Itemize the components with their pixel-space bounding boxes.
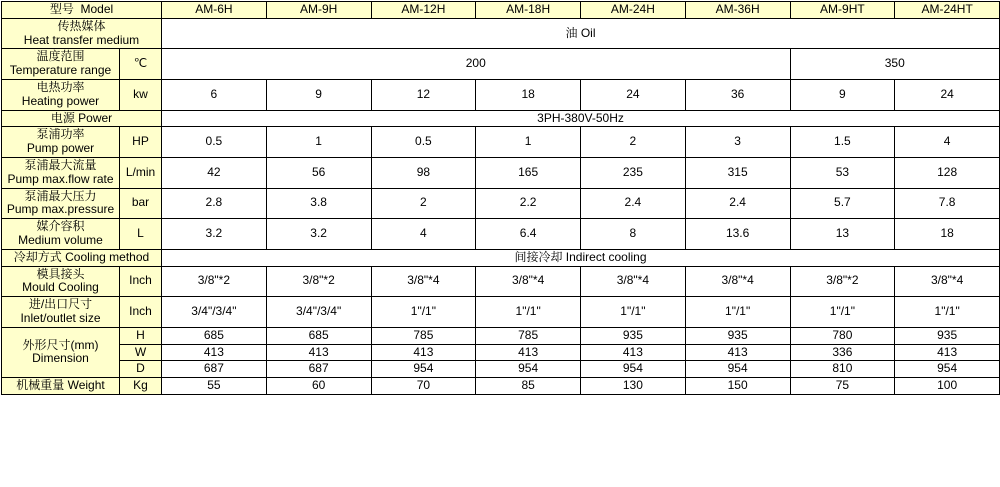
row-label-pump-max-flow-rate (2, 157, 120, 188)
value-cell: 413 (895, 344, 1000, 361)
row-label-cn: 泵浦最大流量 (24, 157, 97, 172)
table-row-inlet-outlet-size (2, 297, 1000, 328)
value-cell: 685 (266, 327, 371, 344)
value-cell: 1 (266, 127, 371, 158)
value-cell: 413 (476, 344, 581, 361)
row-label-inlet-outlet-size (2, 297, 120, 328)
row-unit: Inch (120, 266, 162, 297)
value-cell: 36 (685, 79, 790, 110)
table-row-dimension-h (2, 327, 1000, 344)
value-cell: 1"/1" (476, 297, 581, 328)
table-row-mould-cooling (2, 266, 1000, 297)
value-cell: 3/8"*4 (371, 266, 476, 297)
value-cell-temp-350: 350 (790, 49, 1000, 80)
value-cell: 315 (685, 157, 790, 188)
row-label-heating-power (2, 79, 120, 110)
value-cell: 2 (581, 127, 686, 158)
value-cell-power: 3PH-380V-50Hz (162, 110, 1000, 127)
value-cell: 810 (790, 361, 895, 378)
value-cell: 1 (476, 127, 581, 158)
value-cell: 9 (790, 79, 895, 110)
value-cell: 6 (162, 79, 267, 110)
row-label-cn: 泵浦最大压力 (24, 188, 97, 203)
model-cell: AM-6H (162, 2, 267, 19)
value-cell: 55 (162, 378, 267, 395)
row-label-mould-cooling (2, 266, 120, 297)
table-row-dimension-w (2, 344, 1000, 361)
row-label-dimension (2, 327, 120, 377)
value-cell: 0.5 (371, 127, 476, 158)
row-label-pump-max-pressure (2, 188, 120, 219)
table-row-weight (2, 378, 1000, 395)
value-cell: 13 (790, 219, 895, 250)
value-cell: 3.8 (266, 188, 371, 219)
row-unit-w: W (120, 344, 162, 361)
value-cell-temp-200: 200 (162, 49, 791, 80)
specification-table (1, 1, 1000, 395)
value-cell: 98 (371, 157, 476, 188)
value-cell: 954 (371, 361, 476, 378)
value-cell: 935 (895, 327, 1000, 344)
row-label-en: Heating power (21, 93, 100, 108)
row-label-model-text: 型号 (49, 2, 74, 16)
table-row-temperature-range (2, 49, 1000, 80)
value-cell: 3/8"*2 (790, 266, 895, 297)
value-cell: 1"/1" (895, 297, 1000, 328)
value-cell: 24 (895, 79, 1000, 110)
value-cell: 42 (162, 157, 267, 188)
table-row-pump-power (2, 127, 1000, 158)
table-row-cooling-method (2, 249, 1000, 266)
row-label-cn: 外形尺寸(mm) (22, 337, 99, 352)
row-label-pump-power (2, 127, 120, 158)
value-cell: 336 (790, 344, 895, 361)
table-row-power (2, 110, 1000, 127)
row-label-en: Pump max.flow rate (7, 171, 114, 186)
value-cell: 413 (266, 344, 371, 361)
table-row-pump-max-pressure (2, 188, 1000, 219)
value-cell: 2.4 (685, 188, 790, 219)
value-cell-medium: 油 Oil (162, 18, 1000, 49)
row-unit: L (120, 219, 162, 250)
row-label-en: Heat transfer medium (23, 32, 140, 47)
row-label-cn: 模具接头 (36, 266, 85, 281)
row-unit-d: D (120, 361, 162, 378)
value-cell: 687 (266, 361, 371, 378)
value-cell: 165 (476, 157, 581, 188)
table-row-heat-transfer-medium (2, 18, 1000, 49)
value-cell: 53 (790, 157, 895, 188)
value-cell: 785 (371, 327, 476, 344)
model-cell: AM-9HT (790, 2, 895, 19)
value-cell: 2.8 (162, 188, 267, 219)
row-unit: bar (120, 188, 162, 219)
row-label-en: Inlet/outlet size (20, 310, 101, 325)
value-cell: 3/4"/3/4" (162, 297, 267, 328)
value-cell: 3/8"*4 (895, 266, 1000, 297)
row-label-power: 电源 Power (2, 110, 162, 127)
table-row-dimension-d (2, 361, 1000, 378)
row-label-cn: 温度范围 (36, 49, 85, 64)
value-cell: 8 (581, 219, 686, 250)
value-cell: 954 (476, 361, 581, 378)
value-cell: 935 (685, 327, 790, 344)
value-cell: 5.7 (790, 188, 895, 219)
value-cell: 56 (266, 157, 371, 188)
value-cell: 2 (371, 188, 476, 219)
value-cell-cooling-method: 间接冷却 Indirect cooling (162, 249, 1000, 266)
row-unit: L/min (120, 157, 162, 188)
row-label-temperature-range (2, 49, 120, 80)
value-cell: 18 (895, 219, 1000, 250)
row-label-en: Medium volume (18, 232, 103, 247)
row-label-en: Pump power (26, 141, 95, 156)
value-cell: 1"/1" (581, 297, 686, 328)
row-label-en: Mould Cooling (22, 280, 99, 295)
value-cell: 3/8"*4 (685, 266, 790, 297)
row-unit-h: H (120, 327, 162, 344)
value-cell: 785 (476, 327, 581, 344)
model-cell: AM-36H (685, 2, 790, 19)
row-label-cn: 进/出口尺寸 (28, 297, 93, 312)
row-unit: Inch (120, 297, 162, 328)
model-cell: AM-9H (266, 2, 371, 19)
value-cell: 13.6 (685, 219, 790, 250)
value-cell: 150 (685, 378, 790, 395)
row-unit: HP (120, 127, 162, 158)
row-label-model-text-en: Model (80, 2, 114, 16)
value-cell: 413 (371, 344, 476, 361)
value-cell: 130 (581, 378, 686, 395)
value-cell: 685 (162, 327, 267, 344)
row-label-heat-transfer-medium (2, 18, 162, 49)
value-cell: 75 (790, 378, 895, 395)
value-cell: 18 (476, 79, 581, 110)
value-cell: 1.5 (790, 127, 895, 158)
value-cell: 4 (371, 219, 476, 250)
value-cell: 413 (685, 344, 790, 361)
value-cell: 1"/1" (685, 297, 790, 328)
value-cell: 954 (581, 361, 686, 378)
value-cell: 3 (685, 127, 790, 158)
value-cell: 1"/1" (371, 297, 476, 328)
value-cell: 128 (895, 157, 1000, 188)
value-cell: 6.4 (476, 219, 581, 250)
row-label-cn: 媒介容积 (36, 219, 85, 234)
value-cell: 954 (685, 361, 790, 378)
row-label-cn: 传热媒体 (57, 18, 106, 33)
model-cell: AM-24H (581, 2, 686, 19)
value-cell: 413 (162, 344, 267, 361)
model-cell: AM-24HT (895, 2, 1000, 19)
value-cell: 9 (266, 79, 371, 110)
table-row-medium-volume (2, 219, 1000, 250)
value-cell: 3/8"*2 (266, 266, 371, 297)
model-cell: AM-18H (476, 2, 581, 19)
row-label-cooling-method: 冷却方式 Cooling method (2, 249, 162, 266)
table-row-heating-power (2, 79, 1000, 110)
row-label-en: Pump max.pressure (6, 202, 115, 217)
value-cell: 85 (476, 378, 581, 395)
value-cell: 100 (895, 378, 1000, 395)
model-cell: AM-12H (371, 2, 476, 19)
value-cell: 3/8"*4 (581, 266, 686, 297)
value-cell: 954 (895, 361, 1000, 378)
value-cell: 935 (581, 327, 686, 344)
table-row-pump-max-flow-rate (2, 157, 1000, 188)
value-cell: 7.8 (895, 188, 1000, 219)
value-cell: 413 (581, 344, 686, 361)
row-label-weight: 机械重量 Weight (2, 378, 120, 395)
value-cell: 687 (162, 361, 267, 378)
value-cell: 3/8"*4 (476, 266, 581, 297)
value-cell: 0.5 (162, 127, 267, 158)
value-cell: 3.2 (162, 219, 267, 250)
value-cell: 3/4"/3/4" (266, 297, 371, 328)
value-cell: 12 (371, 79, 476, 110)
row-label-model (2, 2, 162, 19)
row-unit: kw (120, 79, 162, 110)
value-cell: 3.2 (266, 219, 371, 250)
row-label-cn: 泵浦功率 (36, 127, 85, 142)
row-label-medium-volume (2, 219, 120, 250)
value-cell: 60 (266, 378, 371, 395)
row-unit: ℃ (120, 49, 162, 80)
value-cell: 780 (790, 327, 895, 344)
value-cell: 4 (895, 127, 1000, 158)
value-cell: 24 (581, 79, 686, 110)
row-label-en: Temperature range (9, 63, 112, 78)
value-cell: 235 (581, 157, 686, 188)
row-unit: Kg (120, 378, 162, 395)
table-row-model (2, 2, 1000, 19)
value-cell: 2.2 (476, 188, 581, 219)
value-cell: 1"/1" (790, 297, 895, 328)
value-cell: 3/8"*2 (162, 266, 267, 297)
row-label-cn: 电热功率 (36, 79, 85, 94)
value-cell: 70 (371, 378, 476, 395)
value-cell: 2.4 (581, 188, 686, 219)
row-label-en: Dimension (32, 351, 89, 366)
